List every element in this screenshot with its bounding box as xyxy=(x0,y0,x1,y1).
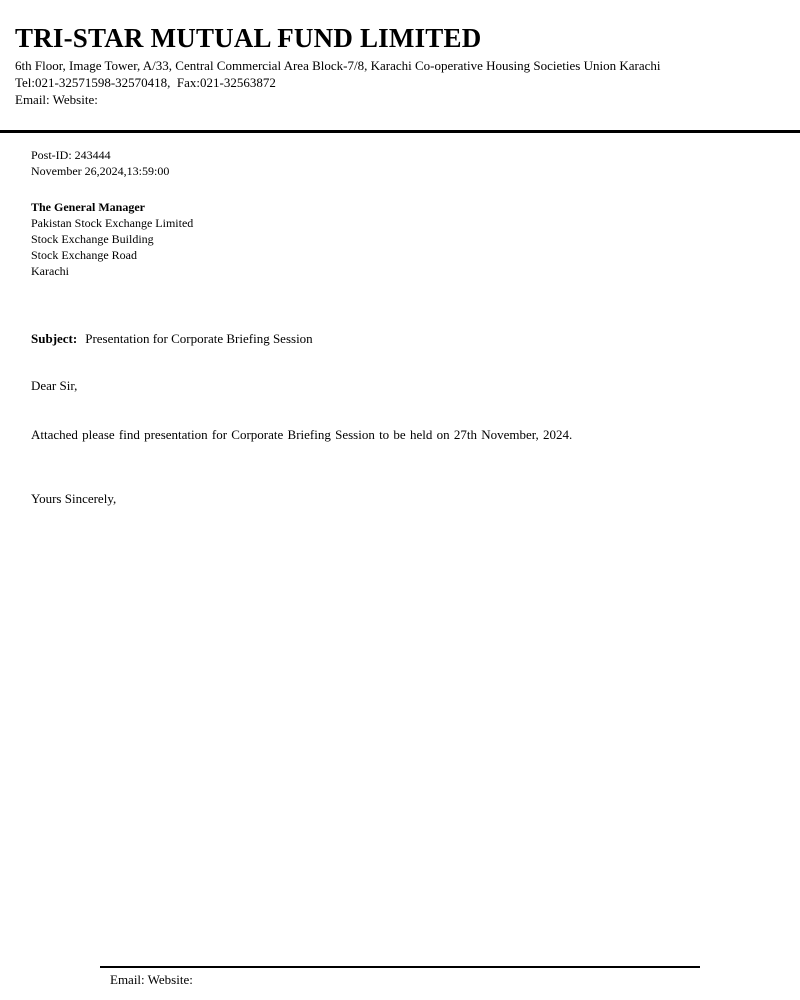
page-footer xyxy=(100,966,700,988)
recipient-line-3: Stock Exchange Road xyxy=(31,247,137,262)
company-tel-fax: Tel:021-32571598-32570418, Fax:021-32563872 xyxy=(15,74,276,90)
company-address: 6th Floor, Image Tower, A/33, Central Commercial Area Block-7/8, Karachi Co-operative Housing Societies Union Karachi xyxy=(15,57,661,73)
recipient-line-4: Karachi xyxy=(31,263,69,278)
letter-content xyxy=(0,147,800,507)
recipient-line-1: Pakistan Stock Exchange Limited xyxy=(31,215,194,230)
letter-datetime: November 26,2024,13:59:00 xyxy=(31,163,170,178)
post-id: Post-ID: 243444 xyxy=(31,147,111,162)
subject-row xyxy=(31,331,760,347)
recipient-block xyxy=(31,199,760,279)
letter-meta xyxy=(31,147,760,179)
letterhead xyxy=(0,0,800,108)
recipient-title: The General Manager xyxy=(31,199,145,214)
company-email-website: Email: Website: xyxy=(15,91,98,107)
subject-label: Subject: xyxy=(31,330,78,346)
body-paragraph: Attached please find presentation for Corporate Briefing Session to be held on 27th November, 2024. xyxy=(31,426,573,442)
salutation: Dear Sir, xyxy=(31,377,78,393)
recipient-line-2: Stock Exchange Building xyxy=(31,231,154,246)
header-divider xyxy=(0,130,800,133)
closing: Yours Sincerely, xyxy=(31,490,117,506)
company-name: TRI-STAR MUTUAL FUND LIMITED xyxy=(15,23,482,53)
subject-text: Presentation for Corporate Briefing Session xyxy=(85,330,313,346)
footer-email-website: Email: Website: xyxy=(110,972,193,987)
